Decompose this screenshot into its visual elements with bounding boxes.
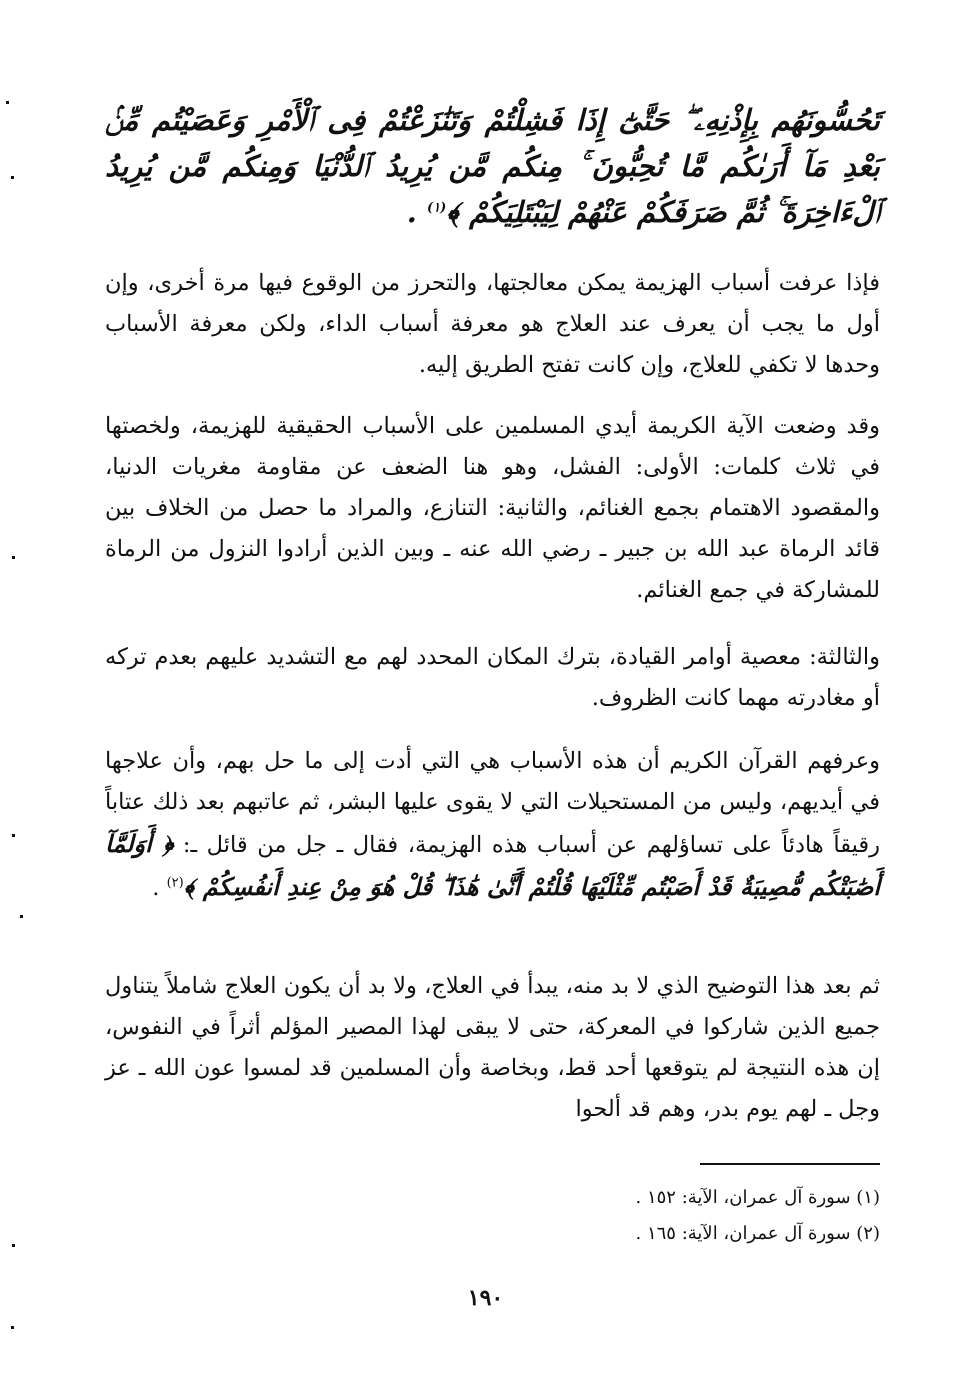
paragraph-4-text: وعرفهم القرآن الكريم أن هذه الأسباب هي التي أدت إلى ما حل بهم، وأن علاجها في أيديهم، وليس من المستحيلات التي لا يقوى عليها البشر، ثم عاتبهم بعد ذلك عتاباً رقيقاً هادئاً على تساؤلهم عن أسباب هذه الهزيمة، فقال ـ جل من قائل ـ: — [105, 748, 880, 858]
page-number: ١٩٠ — [467, 1285, 504, 1311]
paragraph-4-end: . — [152, 875, 167, 901]
paragraph-3: والثالثة: معصية أوامر القيادة، بترك المكان المحدد لهم مع التشديد عليهم بعدم تركه أو مغادرته مهما كانت الظروف. — [105, 644, 880, 711]
footnote-1: (١) سورة آل عمران، الآية: ١٥٢ . — [635, 1187, 880, 1208]
footnote-divider — [700, 1163, 880, 1165]
margin-speck — [12, 1244, 15, 1247]
paragraph-5: ثم بعد هذا التوضيح الذي لا بد منه، يبدأ في العلاج، ولا بد أن يكون العلاج شاملاً يتناول جميع الذين شاركوا في المعركة، حتى لا يبقى لهذا المصير المؤلم أثراً في النفوس، إن هذه النتيجة لم يتوقعها أحد قط، وبخاصة وأن المسلمين قد لمسوا عون الله ـ عز وجل ـ لهم يوم بدر، وهم قد ألحوا — [105, 973, 880, 1122]
quran-verse-text: تَحُسُّونَهُم بِإِذْنِهِۦ ۖ حَتَّىٰٓ إِذَا فَشِلْتُمْ وَتَنَٰزَعْتُمْ فِى ٱلْأَمْرِ وَعَصَيْتُم مِّنۢ بَعْدِ مَآ أَرَىٰكُم مَّا تُحِبُّونَ ۚ مِنكُم مَّن يُرِيدُ ٱلدُّنْيَا وَمِنكُم مَّن يُرِيدُ ٱلْءَاخِرَةَ ۚ ثُمَّ صَرَفَكُمْ عَنْهُمْ لِيَبْتَلِيَكُمْ ﴾ — [105, 103, 880, 229]
margin-speck — [11, 176, 14, 179]
footnotes — [105, 1180, 880, 1252]
paragraph-1: فإذا عرفت أسباب الهزيمة يمكن معالجتها، والتحرز من الوقوع فيها مرة أخرى، وإن أول ما يجب أن يعرف عند العلاج هو معرفة أسباب الداء، ولكن معرفة الأسباب وحدها لا تكفي للعلاج، وإن كانت تفتح الطريق إليه. — [105, 270, 880, 378]
margin-speck — [11, 1326, 14, 1329]
margin-speck — [6, 101, 9, 104]
margin-speck — [12, 834, 15, 837]
quran-verse-end: . — [406, 195, 427, 229]
inline-quran-verse: ﴿ أَوَلَمَّآ أَصَٰبَتْكُم مُّصِيبَةٌ قَدْ أَصَبْتُم مِّثْلَيْهَا قُلْتُمْ أَنَّىٰ هَٰذَا ۖ قُلْ هُوَ مِنْ عِندِ أَنفُسِكُمْ ﴾ — [105, 829, 880, 901]
footnote-2: (٢) سورة آل عمران، الآية: ١٦٥ . — [635, 1223, 880, 1244]
footnote-ref-1: (١) — [426, 200, 447, 216]
paragraph-2: وقد وضعت الآية الكريمة أيدي المسلمين على الأسباب الحقيقية للهزيمة، ولخصتها في ثلاث كلمات: الأولى: الفشل، وهو هنا الضعف عن مقاومة مغريات الدنيا، والمقصود الاهتمام بجمع الغنائم، والثانية: التنازع، والمراد ما حصل من الخلاف بين قائد الرماة عبد الله بن جبير ـ رضي الله عنه ـ وبين الذين أرادوا النزول من الرماة للمشاركة في جمع الغنائم. — [105, 413, 880, 603]
footnote-ref-2: (٢) — [166, 875, 184, 891]
quran-verse-block — [105, 97, 880, 235]
margin-speck — [20, 915, 23, 918]
margin-speck — [12, 556, 15, 559]
paragraph-4 — [105, 741, 880, 909]
